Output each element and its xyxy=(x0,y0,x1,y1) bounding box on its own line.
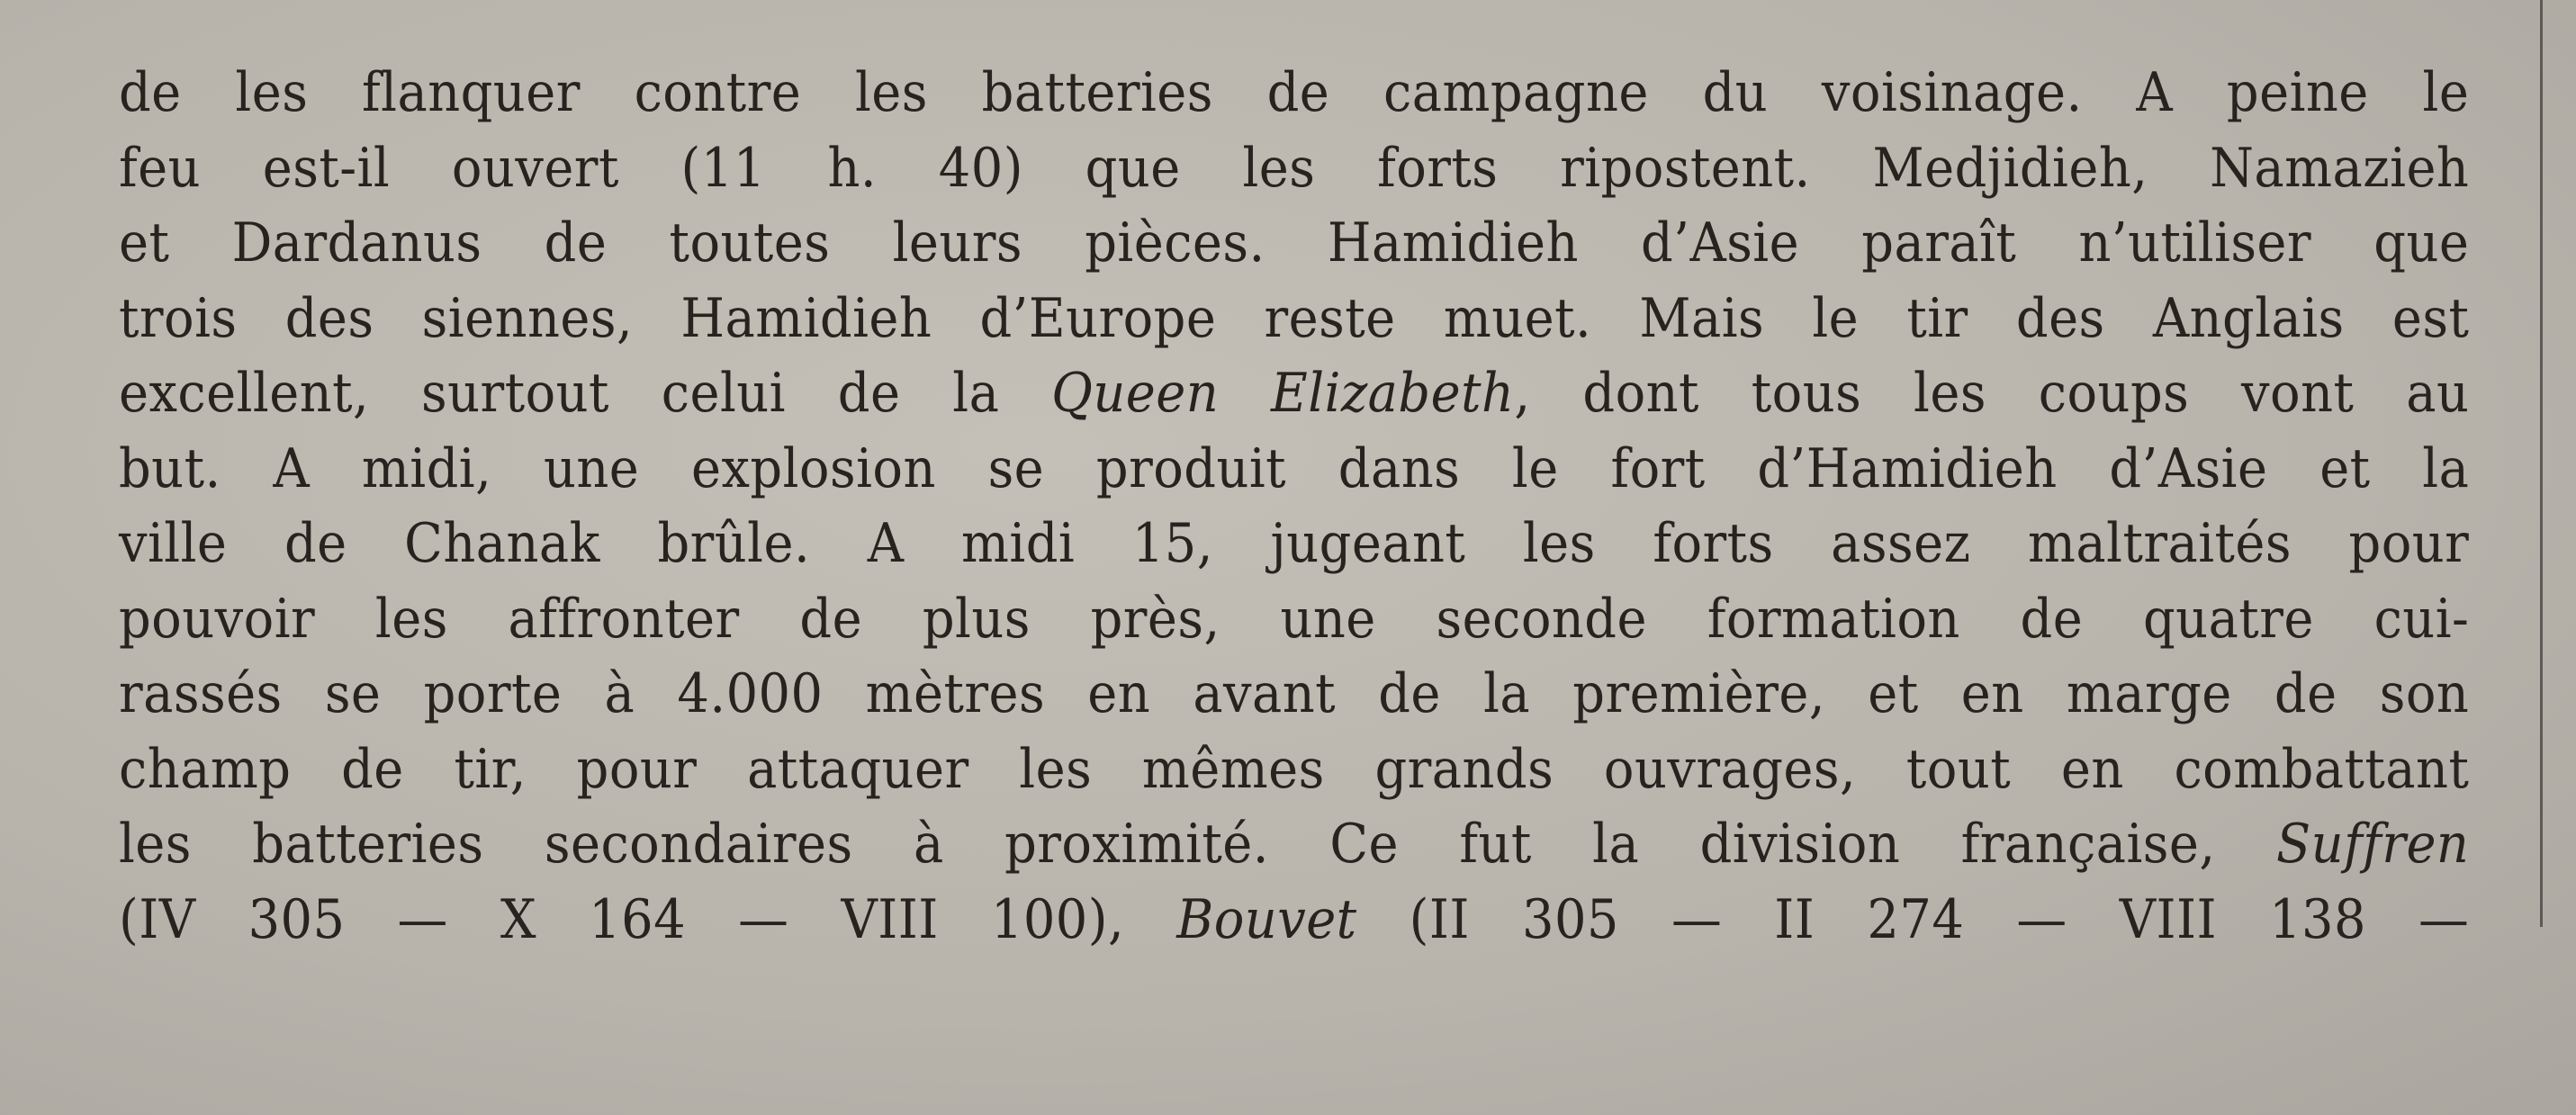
line-text: but. A midi, une explosion se produit dans le fort d’Hamidieh d’Asie et la xyxy=(119,436,2470,500)
line-text: excellent, surtout celui de la xyxy=(119,362,1052,425)
text-line xyxy=(119,282,2469,357)
text-line xyxy=(119,807,2469,883)
line-text: rassés se porte à 4.000 mètres en avant de la première, et en marge de son xyxy=(119,662,2470,725)
ship-name: Queen Elizabeth xyxy=(1051,362,1515,425)
line-text: feu est-il ouvert (11 h. 40) que les forts ripostent. Medjidieh, Namazieh xyxy=(119,136,2470,200)
text-line xyxy=(119,733,2469,808)
text-line xyxy=(119,582,2469,658)
line-text: champ de tir, pour attaquer les mêmes grands ouvrages, tout en combattant xyxy=(119,737,2470,801)
text-line xyxy=(119,131,2469,207)
document-text xyxy=(119,56,2470,958)
text-line xyxy=(119,883,2469,958)
line-text: pouvoir les affronter de plus près, une seconde formation de quatre cui- xyxy=(119,587,2470,651)
margin-rule xyxy=(2540,0,2543,927)
line-text: (IV 305 — X 164 — VIII 100), xyxy=(119,887,1177,951)
text-line xyxy=(119,507,2469,582)
ship-name: Bouvet xyxy=(1176,887,1357,951)
text-line xyxy=(119,56,2469,131)
line-text: de les flanquer contre les batteries de campagne du voisinage. A peine le xyxy=(119,61,2470,124)
line-text: ville de Chanak brûle. A midi 15, jugeant les forts assez maltraités pour xyxy=(119,512,2470,575)
line-text: les batteries secondaires à proximité. Ce fut la division française, xyxy=(119,813,2276,876)
line-text: , dont tous les coups vont au xyxy=(1514,362,2470,425)
text-line xyxy=(119,657,2469,733)
text-line xyxy=(119,356,2469,432)
ship-name: Suffren xyxy=(2275,813,2470,876)
line-text: et Dardanus de toutes leurs pièces. Hamidieh d’Asie paraît n’utiliser que xyxy=(119,211,2470,274)
line-text: (II 305 — II 274 — VIII 138 — xyxy=(1356,887,2470,951)
line-text: trois des siennes, Hamidieh d’Europe reste muet. Mais le tir des Anglais est xyxy=(119,286,2470,350)
text-line xyxy=(119,206,2469,282)
text-line xyxy=(119,432,2469,508)
